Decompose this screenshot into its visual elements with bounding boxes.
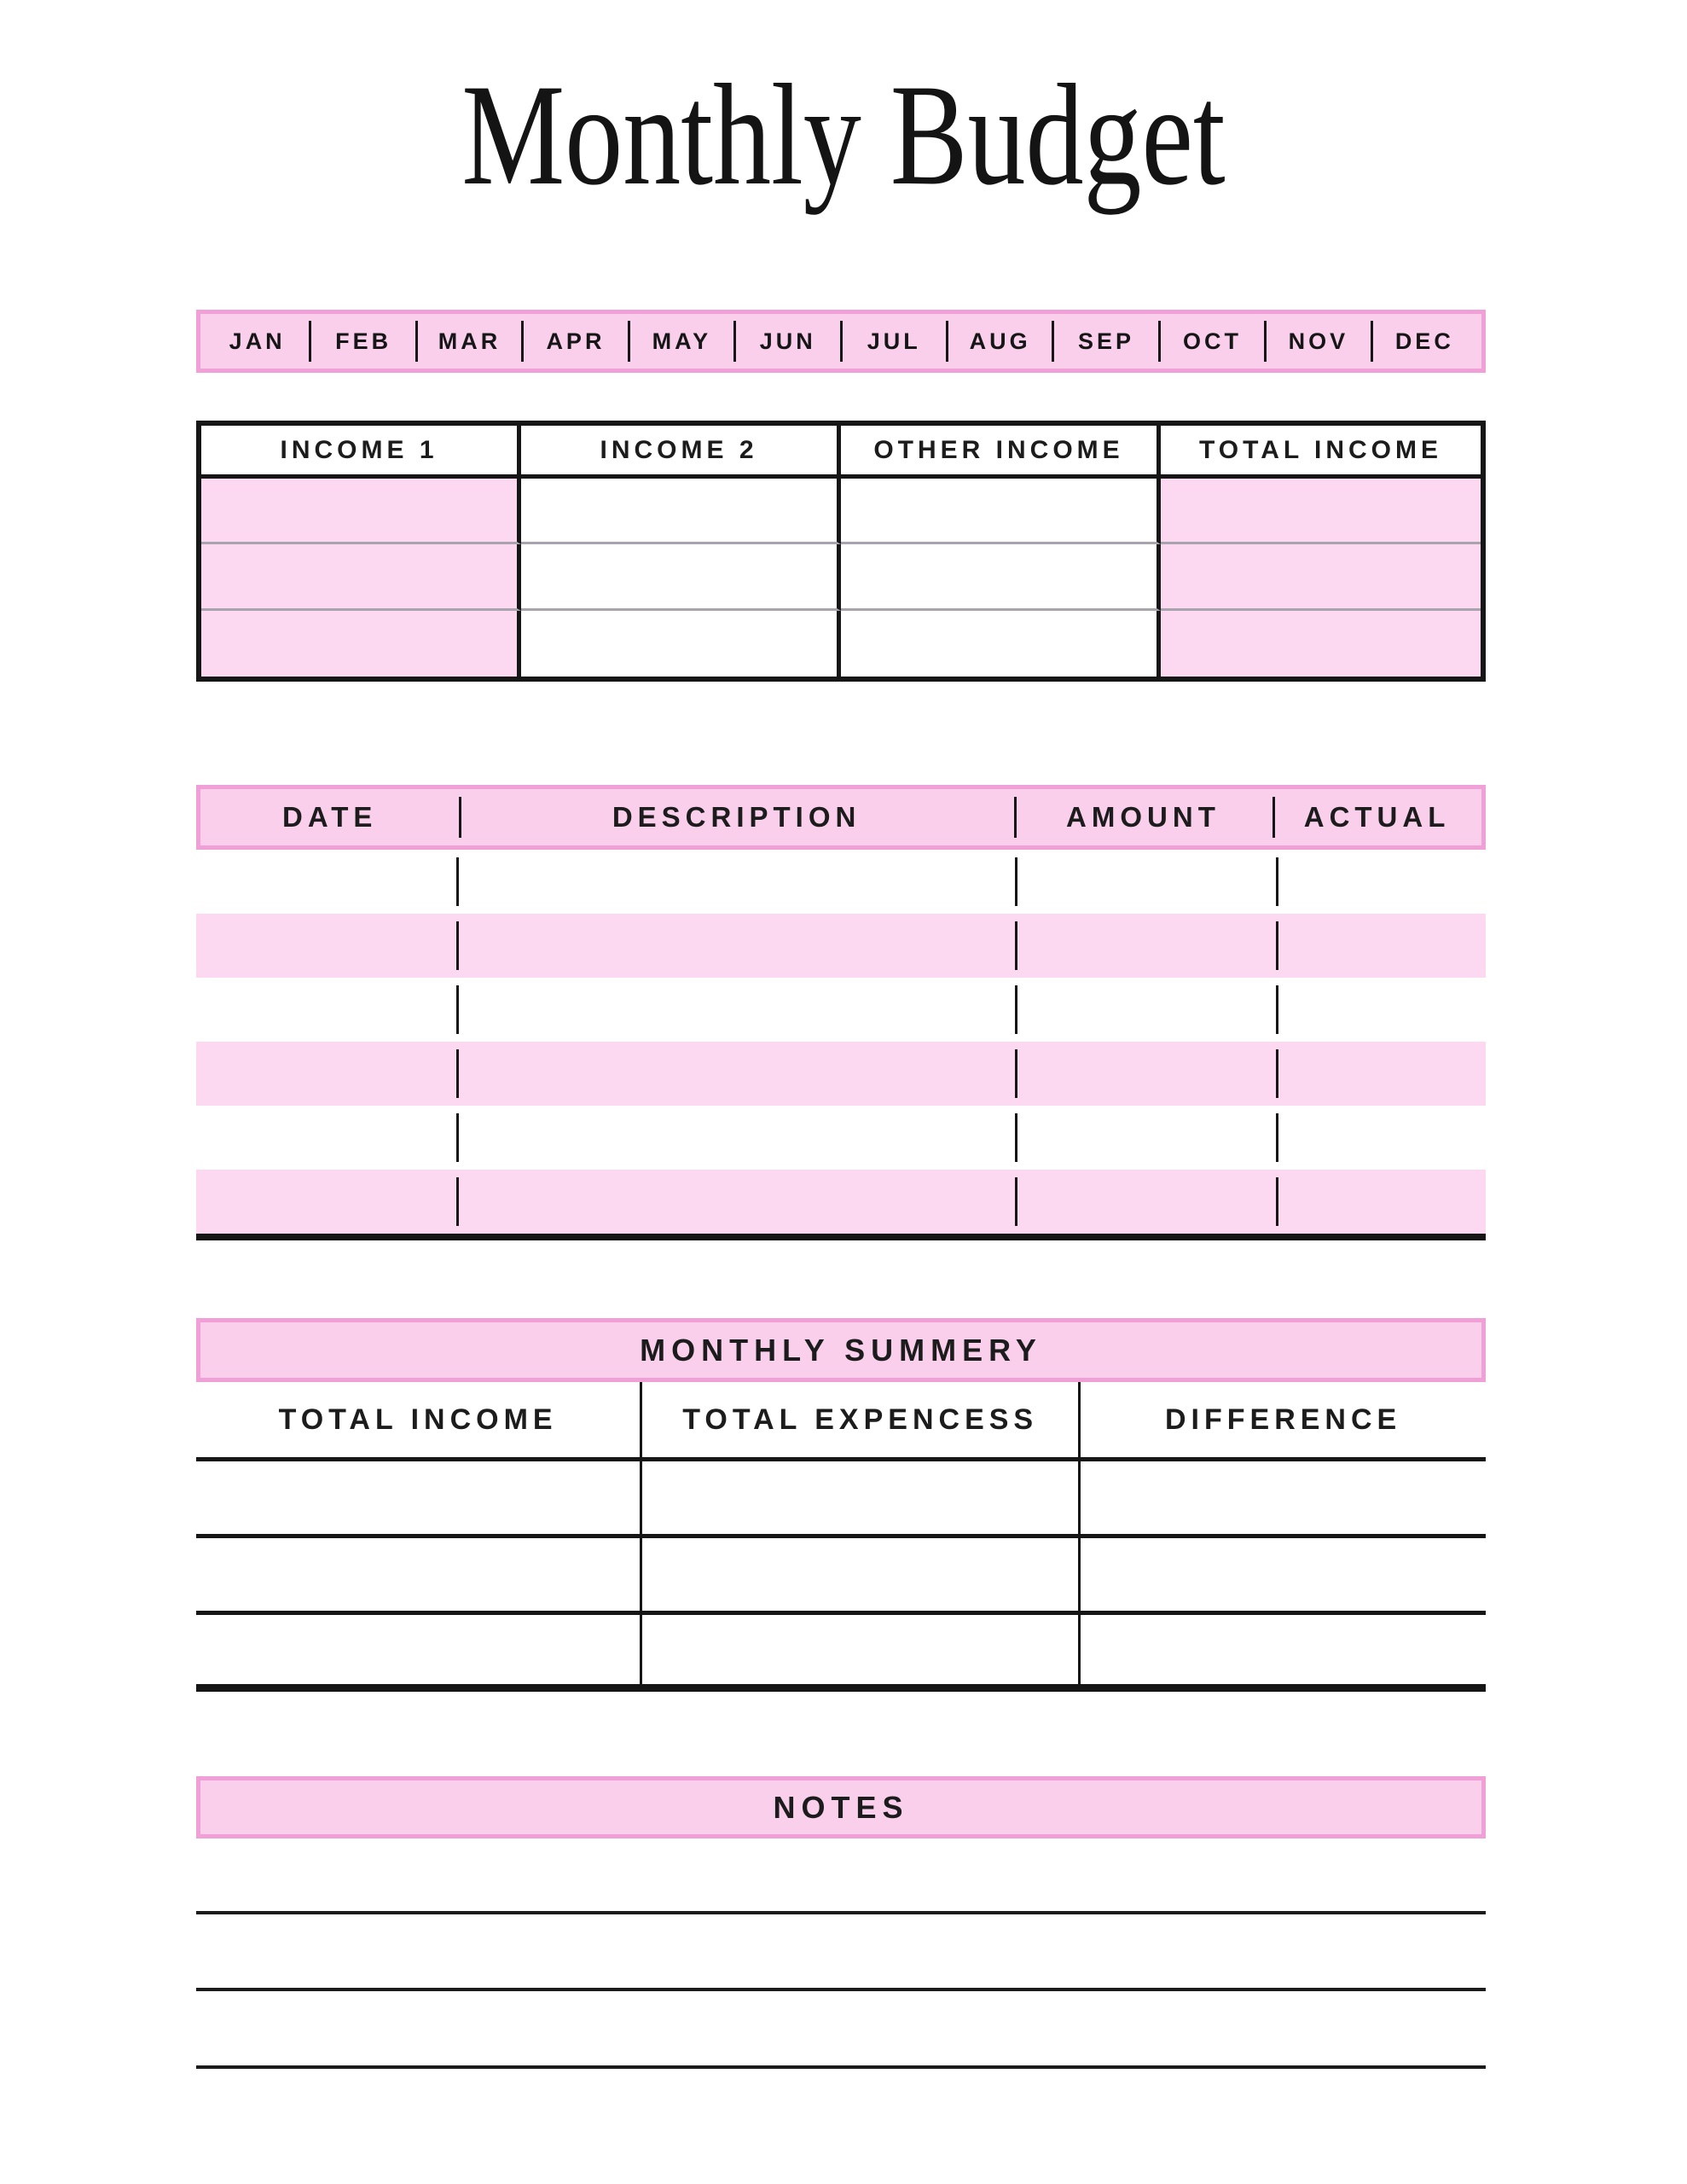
expense-cell-amount[interactable] [1015, 978, 1275, 1042]
summary-cell-expenses-row3[interactable] [642, 1615, 1081, 1692]
income-cell-other-row1[interactable] [841, 479, 1161, 544]
month-tab-dec[interactable] [1373, 314, 1476, 369]
expense-cell-amount[interactable] [1015, 914, 1275, 978]
column-divider [456, 1113, 459, 1162]
income-cell-income1-row1[interactable] [201, 479, 521, 544]
expense-cell-date[interactable] [196, 978, 456, 1042]
expense-header-label: AMOUNT [1066, 801, 1220, 833]
column-divider [1015, 1177, 1017, 1226]
notes-title: NOTES [773, 1789, 909, 1825]
month-tab-sep[interactable] [1054, 314, 1157, 369]
expense-row-5 [196, 1106, 1486, 1170]
month-label: JUN [759, 328, 816, 354]
month-tab-nov[interactable] [1267, 314, 1370, 369]
summary-cell-income-row3[interactable] [196, 1615, 642, 1692]
column-divider [456, 921, 459, 970]
summary-title: MONTHLY SUMMERY [640, 1332, 1042, 1368]
column-divider [459, 797, 461, 838]
expense-table-bottom-rule [196, 1234, 1486, 1240]
expense-row-6 [196, 1170, 1486, 1234]
notes-rule-line-3[interactable] [196, 2065, 1486, 2069]
expense-cell-date[interactable] [196, 914, 456, 978]
column-divider [1276, 1113, 1278, 1162]
column-divider [1015, 985, 1017, 1034]
column-divider [1276, 1049, 1278, 1098]
expense-row-3 [196, 978, 1486, 1042]
income-cell-total-row1[interactable] [1161, 479, 1481, 544]
expense-cell-description[interactable] [456, 1042, 1015, 1106]
month-tab-may[interactable] [630, 314, 733, 369]
expense-row-1 [196, 850, 1486, 914]
expense-cell-description[interactable] [456, 978, 1015, 1042]
expense-table-header [196, 785, 1486, 850]
column-divider [456, 857, 459, 906]
summary-header-total-expenses [642, 1382, 1081, 1461]
month-tab-feb[interactable] [311, 314, 415, 369]
income-cell-income2-row2[interactable] [521, 544, 841, 610]
expense-row-4 [196, 1042, 1486, 1106]
expense-cell-amount[interactable] [1015, 1170, 1275, 1234]
month-label: APR [546, 328, 606, 354]
summary-cell-expenses-row2[interactable] [642, 1538, 1081, 1615]
summary-cell-difference-row2[interactable] [1081, 1538, 1486, 1615]
expense-cell-description[interactable] [456, 914, 1015, 978]
column-divider [1015, 857, 1017, 906]
income-cell-total-row3[interactable] [1161, 611, 1481, 677]
expense-cell-actual[interactable] [1276, 914, 1486, 978]
expense-cell-amount[interactable] [1015, 1106, 1275, 1170]
expense-header-actual [1272, 789, 1481, 845]
expense-header-label: ACTUAL [1303, 801, 1451, 833]
expense-header-label: DESCRIPTION [612, 801, 861, 833]
month-tab-jan[interactable] [206, 314, 309, 369]
month-tab-aug[interactable] [948, 314, 1052, 369]
expense-cell-actual[interactable] [1276, 1106, 1486, 1170]
expense-cell-actual[interactable] [1276, 1042, 1486, 1106]
income-cell-total-row2[interactable] [1161, 544, 1481, 610]
month-tab-oct[interactable] [1161, 314, 1264, 369]
column-divider [1272, 797, 1275, 838]
column-divider [1276, 921, 1278, 970]
expense-table-body [196, 850, 1486, 1234]
summary-cell-expenses-row1[interactable] [642, 1461, 1081, 1538]
expense-header-description [459, 789, 1013, 845]
expense-row-2 [196, 914, 1486, 978]
income-header-label: INCOME 2 [600, 435, 758, 464]
month-tab-jun[interactable] [736, 314, 839, 369]
summary-header-total-income [196, 1382, 642, 1461]
summary-header-label: TOTAL EXPENCESS [682, 1403, 1039, 1436]
notes-rule-line-1[interactable] [196, 1911, 1486, 1914]
income-header-total-income [1161, 426, 1481, 479]
month-tab-jul[interactable] [843, 314, 946, 369]
month-label: JAN [229, 328, 286, 354]
summary-header-band [196, 1318, 1486, 1382]
notes-rule-line-2[interactable] [196, 1988, 1486, 1991]
column-divider [456, 985, 459, 1034]
income-cell-income1-row2[interactable] [201, 544, 521, 610]
expense-cell-actual[interactable] [1276, 1170, 1486, 1234]
summary-header-label: DIFFERENCE [1164, 1403, 1402, 1436]
expense-cell-actual[interactable] [1276, 978, 1486, 1042]
column-divider [1276, 985, 1278, 1034]
summary-header-label: TOTAL INCOME [278, 1403, 558, 1436]
column-divider [1015, 1049, 1017, 1098]
income-table [196, 421, 1486, 682]
month-label: OCT [1182, 328, 1242, 354]
income-header-label: INCOME 1 [280, 435, 438, 464]
expense-cell-date[interactable] [196, 1042, 456, 1106]
column-divider [1015, 921, 1017, 970]
expense-cell-amount[interactable] [1015, 1042, 1275, 1106]
expense-cell-date[interactable] [196, 1106, 456, 1170]
income-header-label: TOTAL INCOME [1199, 435, 1442, 464]
summary-header-difference [1081, 1382, 1486, 1461]
page-title: Monthly Budget [461, 55, 1226, 215]
expense-header-date [200, 789, 459, 845]
income-cell-other-row3[interactable] [841, 611, 1161, 677]
summary-cell-income-row2[interactable] [196, 1538, 642, 1615]
income-cell-income1-row3[interactable] [201, 611, 521, 677]
month-label: AUG [969, 328, 1031, 354]
month-label: MAY [652, 328, 712, 354]
income-cell-income2-row3[interactable] [521, 611, 841, 677]
expense-cell-amount[interactable] [1015, 850, 1275, 914]
month-tab-mar[interactable] [418, 314, 521, 369]
column-divider [456, 1177, 459, 1226]
column-divider [1276, 1177, 1278, 1226]
income-header-income2 [521, 426, 841, 479]
month-label: MAR [438, 328, 501, 354]
expense-cell-description[interactable] [456, 1170, 1015, 1234]
summary-cell-difference-row3[interactable] [1081, 1615, 1486, 1692]
column-divider [456, 1049, 459, 1098]
notes-header-band [196, 1776, 1486, 1838]
month-label: FEB [335, 328, 392, 354]
column-divider [1015, 1113, 1017, 1162]
months-bar [196, 310, 1486, 373]
month-label: NOV [1288, 328, 1349, 354]
expense-cell-actual[interactable] [1276, 850, 1486, 914]
month-label: SEP [1078, 328, 1135, 354]
month-label: JUL [867, 328, 921, 354]
income-cell-income2-row1[interactable] [521, 479, 841, 544]
expense-cell-date[interactable] [196, 1170, 456, 1234]
month-label: DEC [1394, 328, 1454, 354]
column-divider [1276, 857, 1278, 906]
expense-header-label: DATE [282, 801, 378, 833]
expense-header-amount [1014, 789, 1272, 845]
income-cell-other-row2[interactable] [841, 544, 1161, 610]
summary-table [196, 1382, 1486, 1692]
summary-cell-income-row1[interactable] [196, 1461, 642, 1538]
expense-cell-description[interactable] [456, 1106, 1015, 1170]
income-header-other-income [841, 426, 1161, 479]
expense-cell-date[interactable] [196, 850, 456, 914]
expense-cell-description[interactable] [456, 850, 1015, 914]
summary-cell-difference-row1[interactable] [1081, 1461, 1486, 1538]
income-header-income1 [201, 426, 521, 479]
income-header-label: OTHER INCOME [873, 435, 1124, 464]
month-tab-apr[interactable] [524, 314, 627, 369]
column-divider [1014, 797, 1017, 838]
